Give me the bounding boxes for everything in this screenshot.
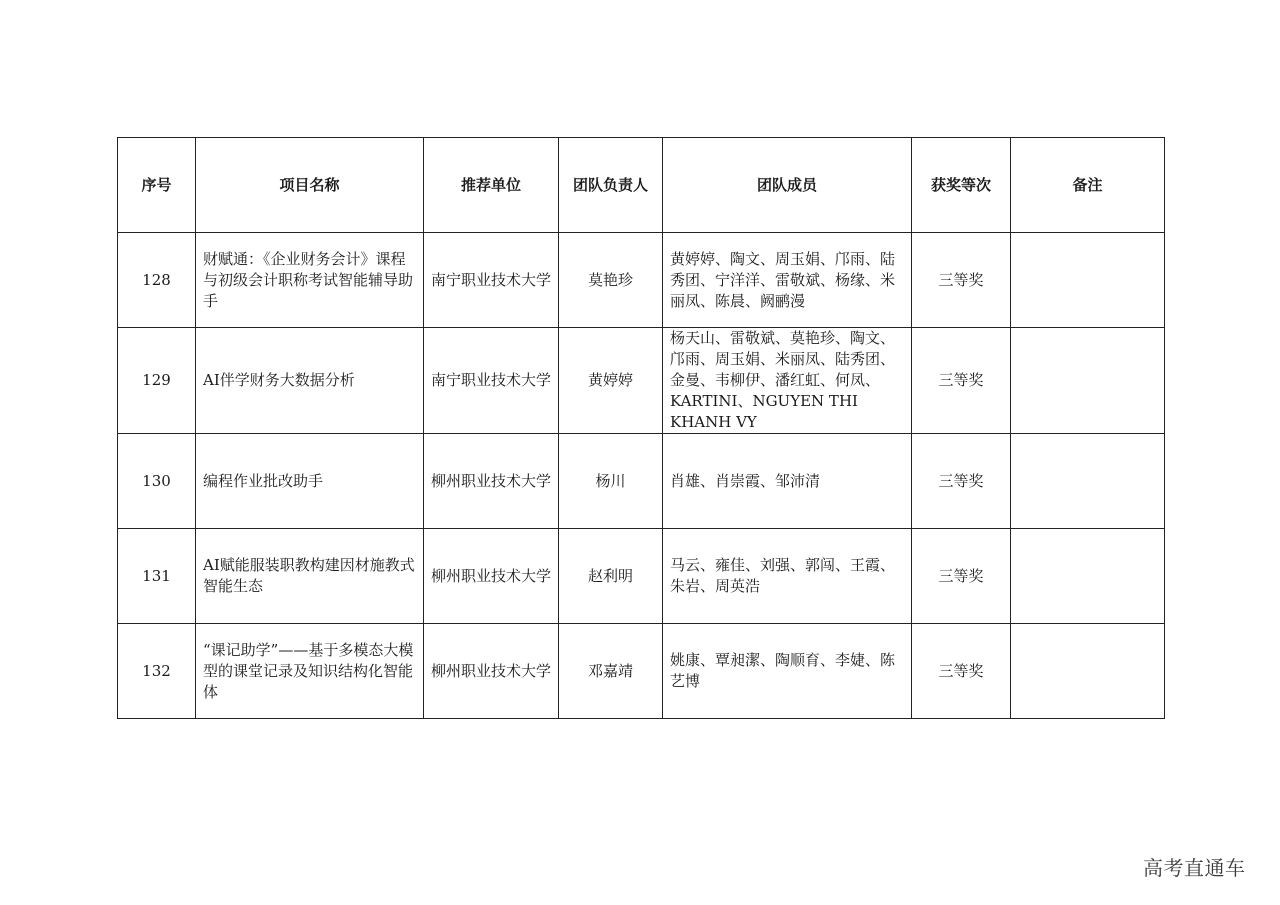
header-award-level: 获奖等次 xyxy=(912,138,1011,233)
row-unit: 南宁职业技术大学 xyxy=(424,233,559,328)
table-row xyxy=(118,624,1165,719)
row-unit: 南宁职业技术大学 xyxy=(424,328,559,434)
row-note xyxy=(1011,233,1165,328)
header-row xyxy=(118,138,1165,233)
row-num: 128 xyxy=(118,233,196,328)
row-project-name: AI伴学财务大数据分析 xyxy=(196,328,424,434)
row-award: 三等奖 xyxy=(912,328,1011,434)
row-note xyxy=(1011,529,1165,624)
table-row xyxy=(118,529,1165,624)
row-unit: 柳州职业技术大学 xyxy=(424,434,559,529)
header-project-name: 项目名称 xyxy=(196,138,424,233)
row-award: 三等奖 xyxy=(912,624,1011,719)
table-row xyxy=(118,233,1165,328)
row-num: 129 xyxy=(118,328,196,434)
row-note xyxy=(1011,434,1165,529)
header-note: 备注 xyxy=(1011,138,1165,233)
row-members: 杨天山、雷敬斌、莫艳珍、陶文、邝雨、周玉娟、米丽凤、陆秀团、金曼、韦柳伊、潘红虹、何凤、KARTINI、NGUYEN THI KHANH VY xyxy=(663,328,912,434)
row-members: 马云、雍佳、刘强、郭闯、王霞、朱岩、周英浩 xyxy=(663,529,912,624)
row-leader: 赵利明 xyxy=(559,529,663,624)
row-leader: 杨川 xyxy=(559,434,663,529)
row-project-name: 编程作业批改助手 xyxy=(196,434,424,529)
row-members: 肖雄、肖崇霞、邹沛清 xyxy=(663,434,912,529)
table-row xyxy=(118,328,1165,434)
row-leader: 莫艳珍 xyxy=(559,233,663,328)
watermark: 高考直通车 xyxy=(1143,856,1246,880)
row-members: 姚康、覃昶潔、陶顺育、李婕、陈艺博 xyxy=(663,624,912,719)
row-num: 130 xyxy=(118,434,196,529)
row-note xyxy=(1011,624,1165,719)
row-unit: 柳州职业技术大学 xyxy=(424,529,559,624)
row-award: 三等奖 xyxy=(912,233,1011,328)
row-unit: 柳州职业技术大学 xyxy=(424,624,559,719)
row-award: 三等奖 xyxy=(912,434,1011,529)
award-table xyxy=(117,137,1165,719)
row-note xyxy=(1011,328,1165,434)
row-num: 131 xyxy=(118,529,196,624)
header-recommending-unit: 推荐单位 xyxy=(424,138,559,233)
row-project-name: “课记助学”——基于多模态大模型的课堂记录及知识结构化智能体 xyxy=(196,624,424,719)
header-team-leader: 团队负责人 xyxy=(559,138,663,233)
header-num: 序号 xyxy=(118,138,196,233)
row-leader: 黄婷婷 xyxy=(559,328,663,434)
row-award: 三等奖 xyxy=(912,529,1011,624)
row-num: 132 xyxy=(118,624,196,719)
header-team-members: 团队成员 xyxy=(663,138,912,233)
table-row xyxy=(118,434,1165,529)
row-leader: 邓嘉靖 xyxy=(559,624,663,719)
row-members: 黄婷婷、陶文、周玉娟、邝雨、陆秀团、宁洋洋、雷敬斌、杨缘、米丽凤、陈晨、阙鹂漫 xyxy=(663,233,912,328)
row-project-name: 财赋通：《企业财务会计》课程与初级会计职称考试智能辅导助手 xyxy=(196,233,424,328)
row-project-name: AI赋能服装职教构建因材施教式智能生态 xyxy=(196,529,424,624)
